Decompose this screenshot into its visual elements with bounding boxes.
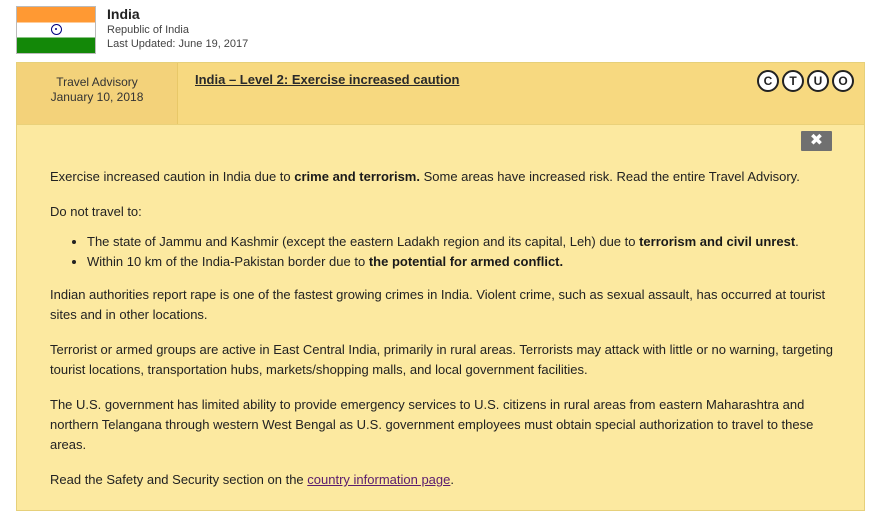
- list-item: [87, 232, 840, 252]
- civil-unrest-badge-icon[interactable]: U: [807, 70, 829, 92]
- intro-bold: crime and terrorism.: [294, 169, 420, 184]
- intro-paragraph: [50, 167, 840, 187]
- ashoka-chakra-icon: [51, 24, 62, 35]
- bullet-bold: the potential for armed conflict.: [368, 254, 564, 269]
- read-more-text: Read the Safety and Security section on the: [50, 472, 308, 487]
- do-not-travel-heading: Do not travel to:: [50, 204, 142, 219]
- country-info: [107, 5, 248, 51]
- bullet-text: Within 10 km of the India-Pakistan border due to: [87, 254, 369, 269]
- crime-badge-icon[interactable]: C: [757, 70, 779, 92]
- close-button[interactable]: ✖: [801, 131, 832, 151]
- india-flag-icon: [16, 6, 96, 54]
- bullet-bold: terrorism and civil unrest: [639, 234, 796, 249]
- country-information-link[interactable]: country information page: [307, 472, 451, 487]
- travel-advisory-panel: [16, 62, 865, 511]
- advisory-label: Travel Advisory: [56, 75, 138, 89]
- terrorism-paragraph: Terrorist or armed groups are active in East Central India, primarily in rural areas. Terrorists may attack with little or no warning, targeting tourist locations, transportation hubs, markets/shopping malls, and local government facilities.: [50, 342, 833, 377]
- terrorism-badge-icon[interactable]: T: [782, 70, 804, 92]
- crime-paragraph: Indian authorities report rape is one of the fastest growing crimes in India. Violent crime, such as sexual assault, has occurred at tourist sites and in other locations.: [50, 287, 826, 322]
- country-official-name: Republic of India: [107, 24, 189, 36]
- do-not-travel-list: [50, 232, 840, 272]
- country-name: India: [107, 6, 140, 22]
- intro-text-end: Some areas have increased risk. Read the entire Travel Advisory.: [419, 169, 800, 184]
- other-badge-icon[interactable]: O: [832, 70, 854, 92]
- risk-indicator-badges: [757, 70, 854, 92]
- bullet-text-end: .: [795, 234, 799, 249]
- government-paragraph: The U.S. government has limited ability to provide emergency services to U.S. citizens in rural areas from eastern Maharashtra and northern Telangana through western West Bengal as U.S. government employees must obtain special authorization to travel to these areas.: [50, 397, 814, 452]
- read-more-text-end: .: [450, 472, 454, 487]
- read-more-paragraph: [50, 470, 840, 490]
- intro-text: Exercise increased caution in India due to: [50, 169, 295, 184]
- advisory-level-link[interactable]: India – Level 2: Exercise increased caution: [195, 72, 460, 87]
- list-item: [87, 252, 840, 272]
- last-updated: Last Updated: June 19, 2017: [107, 38, 249, 50]
- advisory-content: [50, 167, 840, 505]
- bullet-text: The state of Jammu and Kashmir (except the eastern Ladakh region and its capital, Leh) due to: [87, 234, 640, 249]
- advisory-date-cell: [17, 63, 178, 124]
- advisory-header: [17, 63, 864, 125]
- advisory-date: January 10, 2018: [50, 90, 144, 104]
